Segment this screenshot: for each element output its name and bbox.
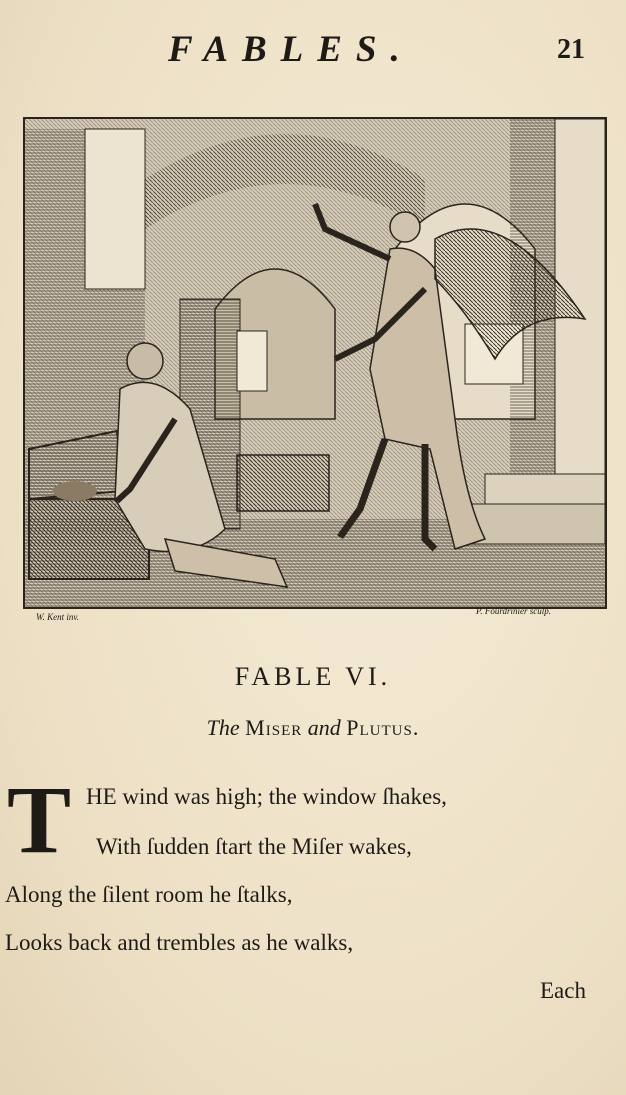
engraving-artwork bbox=[25, 119, 605, 607]
fable-subtitle bbox=[0, 715, 626, 741]
subtitle-miser: Miser bbox=[245, 715, 303, 740]
verse-line-4: Looks back and trembles as he walks, bbox=[5, 930, 354, 955]
subtitle-the: The bbox=[206, 715, 240, 740]
drop-cap-letter: T bbox=[7, 766, 72, 873]
running-title: FABLES. bbox=[168, 29, 414, 70]
verse-line-2: With ſudden ſtart the Miſer wakes, bbox=[96, 834, 412, 859]
subtitle-plutus: Plutus. bbox=[346, 715, 420, 740]
plate-credit-engraver: P. Fourdrinier sculp. bbox=[476, 606, 552, 616]
catchword: Each bbox=[540, 978, 586, 1003]
plate-credit-artist: W. Kent inv. bbox=[36, 612, 79, 622]
page-number: 21 bbox=[557, 34, 585, 65]
running-head bbox=[0, 28, 626, 72]
engraving-illustration bbox=[23, 117, 607, 609]
verse-line-1: HE wind was high; the window ſhakes, bbox=[86, 784, 447, 809]
subtitle-and: and bbox=[307, 715, 341, 740]
verse-line-3: Along the ſilent room he ſtalks, bbox=[5, 882, 293, 907]
fable-number: FABLE VI. bbox=[234, 662, 392, 691]
